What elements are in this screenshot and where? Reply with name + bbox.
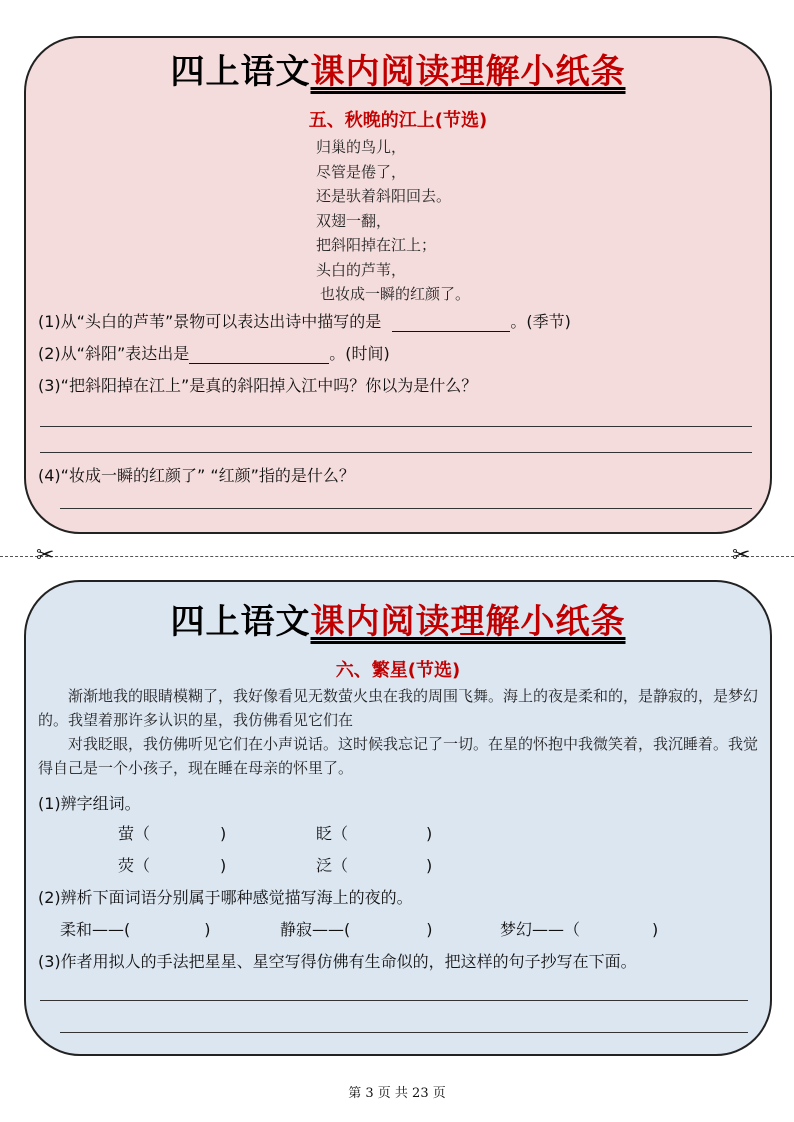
passage-paragraph: 对我眨眼，我仿佛听见它们在小声说话。这时候我忘记了一切。在星的怀抱中我微笑着，我沉睡着。我觉得自己是一个小孩子，现在睡在母亲的怀里了。 <box>38 735 759 777</box>
scissors-icon: ✂ <box>732 543 751 568</box>
paren-close: ) <box>204 920 211 939</box>
paren-close: ) <box>426 856 433 875</box>
scissors-icon: ✂ <box>36 543 55 568</box>
question-2-text: (2)从“斜阳”表达出是 <box>38 344 190 363</box>
answer-blank[interactable] <box>350 924 426 940</box>
answer-line[interactable] <box>60 1032 748 1033</box>
card-title-red: 课内阅读理解小纸条 <box>310 602 626 642</box>
answer-blank[interactable] <box>580 924 652 940</box>
answer-blank[interactable] <box>150 860 220 876</box>
answer-blank[interactable] <box>348 828 426 844</box>
card-title <box>26 602 770 642</box>
question-1 <box>38 312 571 332</box>
paren-close: ) <box>220 856 227 875</box>
card-title <box>26 52 770 92</box>
poem-line: 还是驮着斜阳回去。 <box>316 187 452 205</box>
question-4: (4)“妆成一瞬的红颜了” “红颜”指的是什么？ <box>38 466 355 485</box>
answer-line[interactable] <box>60 508 752 509</box>
answer-blank[interactable] <box>150 828 220 844</box>
poem-line: 归巢的鸟儿， <box>316 138 407 156</box>
passage-paragraph: 渐渐地我的眼睛模糊了，我好像看见无数萤火虫在我的周围飞舞。海上的夜是柔和的，是静寂的，是梦幻的。我望着那许多认识的星，我仿佛看见它们在 <box>38 687 759 729</box>
paren-close: ) <box>220 824 227 843</box>
card-title-red: 课内阅读理解小纸条 <box>310 52 626 92</box>
card-title-black: 四上语文 <box>170 52 311 92</box>
reading-card-autumn-river <box>24 36 772 534</box>
page-footer: 第 3 页 共 23 页 <box>348 1086 446 1101</box>
answer-blank-1[interactable] <box>392 315 510 332</box>
char-item <box>316 856 432 876</box>
poem-line: 双翅一翻， <box>316 211 392 230</box>
question-2: (2)辨析下面词语分别属于哪种感觉描写海上的夜的。 <box>38 888 413 907</box>
paren-close: ) <box>426 920 433 939</box>
answer-line[interactable] <box>40 1000 748 1001</box>
poem-line: 也妆成一瞬的红颜了。 <box>320 285 471 303</box>
question-1-hint: 。(季节) <box>510 312 571 331</box>
poem-line: 把斜阳掉在江上； <box>316 236 437 254</box>
char-label: 荧（ <box>118 856 151 875</box>
answer-line[interactable] <box>40 426 752 427</box>
cut-line <box>0 556 794 557</box>
section-title: 五、秋晚的江上(节选) <box>308 110 488 131</box>
word-label: 梦幻——（ <box>500 920 581 939</box>
section-title: 六、繁星(节选) <box>335 660 461 681</box>
question-3: (3)作者用拟人的手法把星星、星空写得仿佛有生命似的，把这样的句子抄写在下面。 <box>38 952 637 971</box>
char-item <box>316 824 432 844</box>
question-2-hint: 。(时间) <box>329 344 390 363</box>
word-item <box>500 920 658 940</box>
word-label: 静寂——( <box>280 920 351 939</box>
poem <box>316 135 470 307</box>
char-label: 萤（ <box>118 824 151 843</box>
char-item <box>118 824 226 844</box>
word-item <box>280 920 433 940</box>
word-label: 柔和——( <box>60 920 131 939</box>
question-2 <box>38 344 390 364</box>
reading-card-stars <box>24 580 772 1056</box>
question-1-text: (1)从“头白的芦苇”景物可以表达出诗中描写的是 <box>38 312 382 331</box>
answer-blank[interactable] <box>130 924 204 940</box>
char-label: 眨（ <box>316 824 349 843</box>
word-item <box>60 920 211 940</box>
answer-blank[interactable] <box>348 860 426 876</box>
paren-close: ) <box>652 920 659 939</box>
poem-line: 头白的芦苇， <box>316 260 407 279</box>
paren-close: ) <box>426 824 433 843</box>
char-label: 泛（ <box>316 856 349 875</box>
poem-line: 尽管是倦了， <box>316 162 407 181</box>
answer-line[interactable] <box>40 452 752 453</box>
passage <box>38 684 768 780</box>
question-3: (3)“把斜阳掉在江上”是真的斜阳掉入江中吗？你以为是什么？ <box>38 376 478 395</box>
card-title-black: 四上语文 <box>170 602 311 642</box>
answer-blank-2[interactable] <box>189 347 329 364</box>
question-1: (1)辨字组词。 <box>38 794 141 813</box>
char-item <box>118 856 226 876</box>
